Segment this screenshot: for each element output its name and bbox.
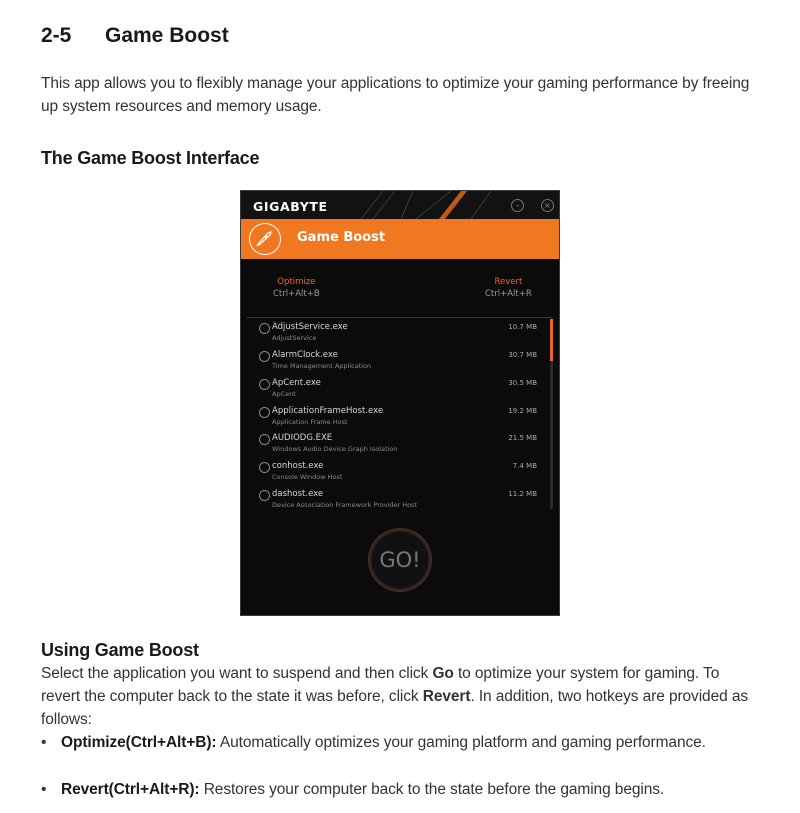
revert-label[interactable]: Revert xyxy=(494,277,523,287)
process-description: Device Association Framework Provider Host xyxy=(272,501,418,507)
go-term: Go xyxy=(432,665,454,682)
list-item[interactable] xyxy=(241,377,551,405)
bullet-text: Automatically optimizes your gaming platform and gaming performance. xyxy=(216,734,706,751)
list-item[interactable] xyxy=(241,488,551,507)
process-description: AdjustService xyxy=(272,334,317,342)
process-name: AlarmClock.exe xyxy=(272,350,338,360)
bullet-term: Optimize(Ctrl+Alt+B): xyxy=(61,734,217,751)
minimize-icon[interactable]: – xyxy=(511,199,524,212)
select-radio[interactable] xyxy=(259,379,270,390)
using-text-2: to optimize your system for gaming. To revert the computer back to the state it was before, click xyxy=(41,665,720,705)
list-item[interactable] xyxy=(241,460,551,488)
using-paragraph xyxy=(41,662,761,731)
using-heading: Using Game Boost xyxy=(41,640,199,660)
list-item[interactable] xyxy=(241,405,551,433)
select-radio[interactable] xyxy=(259,434,270,445)
revert-hotkey: Ctrl+Alt+R xyxy=(485,289,532,299)
bullet-dot: • xyxy=(41,781,47,798)
section-heading xyxy=(41,24,229,48)
process-memory: 30.5 MB xyxy=(508,379,537,387)
list-item[interactable] xyxy=(241,321,551,349)
select-radio[interactable] xyxy=(259,351,270,362)
section-number: 2-5 xyxy=(41,24,72,47)
revert-term: Revert xyxy=(422,688,471,705)
process-name: ApplicationFrameHost.exe xyxy=(272,406,384,416)
title-bar xyxy=(241,191,559,219)
process-memory: 30.7 MB xyxy=(508,351,537,359)
process-memory: 21.5 MB xyxy=(508,434,537,442)
process-name: AUDIODG.EXE xyxy=(272,433,333,443)
process-description: Time Management Application xyxy=(272,362,372,370)
using-text-1: Select the application you want to suspend and then click xyxy=(41,665,433,682)
process-name: dashost.exe xyxy=(272,489,324,499)
bullet-revert xyxy=(41,781,664,799)
select-radio[interactable] xyxy=(259,407,270,418)
optimize-control[interactable] xyxy=(273,277,320,299)
select-radio[interactable] xyxy=(259,462,270,473)
optimize-label[interactable]: Optimize xyxy=(277,277,316,287)
process-memory: 10.7 MB xyxy=(508,323,537,331)
list-item[interactable] xyxy=(241,432,551,460)
bullet-term: Revert(Ctrl+Alt+R): xyxy=(61,781,200,798)
bullet-text: Restores your computer back to the state before the gaming begins. xyxy=(199,781,665,798)
intro-paragraph: This app allows you to flexibly manage your applications to optimize your gaming performance by freeing up system resources and memory usage. xyxy=(41,75,750,115)
go-button[interactable]: GO! xyxy=(369,529,431,591)
bullet-dot: • xyxy=(41,734,47,751)
process-name: ApCent.exe xyxy=(272,378,321,388)
process-description: Application Frame Host xyxy=(272,418,348,426)
process-description: Windows Audio Device Graph Isolation xyxy=(272,445,398,453)
process-memory: 11.2 MB xyxy=(508,490,537,498)
app-banner xyxy=(241,219,559,259)
process-description: ApCent xyxy=(272,390,296,398)
process-memory: 19.2 MB xyxy=(508,407,537,415)
optimize-hotkey: Ctrl+Alt+B xyxy=(273,289,320,299)
brand-logo: GIGABYTE xyxy=(253,199,328,214)
process-list xyxy=(241,321,559,507)
process-description: Console Window Host xyxy=(272,473,343,481)
scrollbar-thumb[interactable] xyxy=(550,319,553,361)
process-name: conhost.exe xyxy=(272,461,324,471)
select-radio[interactable] xyxy=(259,323,270,334)
app-title: Game Boost xyxy=(297,230,386,245)
select-radio[interactable] xyxy=(259,490,270,501)
close-icon[interactable]: × xyxy=(541,199,554,212)
divider xyxy=(247,317,553,318)
process-memory: 7.4 MB xyxy=(512,462,537,470)
revert-control[interactable] xyxy=(485,277,532,299)
process-name: AdjustService.exe xyxy=(272,322,348,332)
bullet-optimize xyxy=(41,734,706,752)
using-text-3: . In addition, two hotkeys are provided as follows: xyxy=(41,688,748,728)
interface-heading: The Game Boost Interface xyxy=(41,148,260,168)
list-item[interactable] xyxy=(241,349,551,377)
section-title: Game Boost xyxy=(105,24,229,47)
game-boost-window xyxy=(240,190,560,616)
rocket-icon xyxy=(249,223,281,255)
